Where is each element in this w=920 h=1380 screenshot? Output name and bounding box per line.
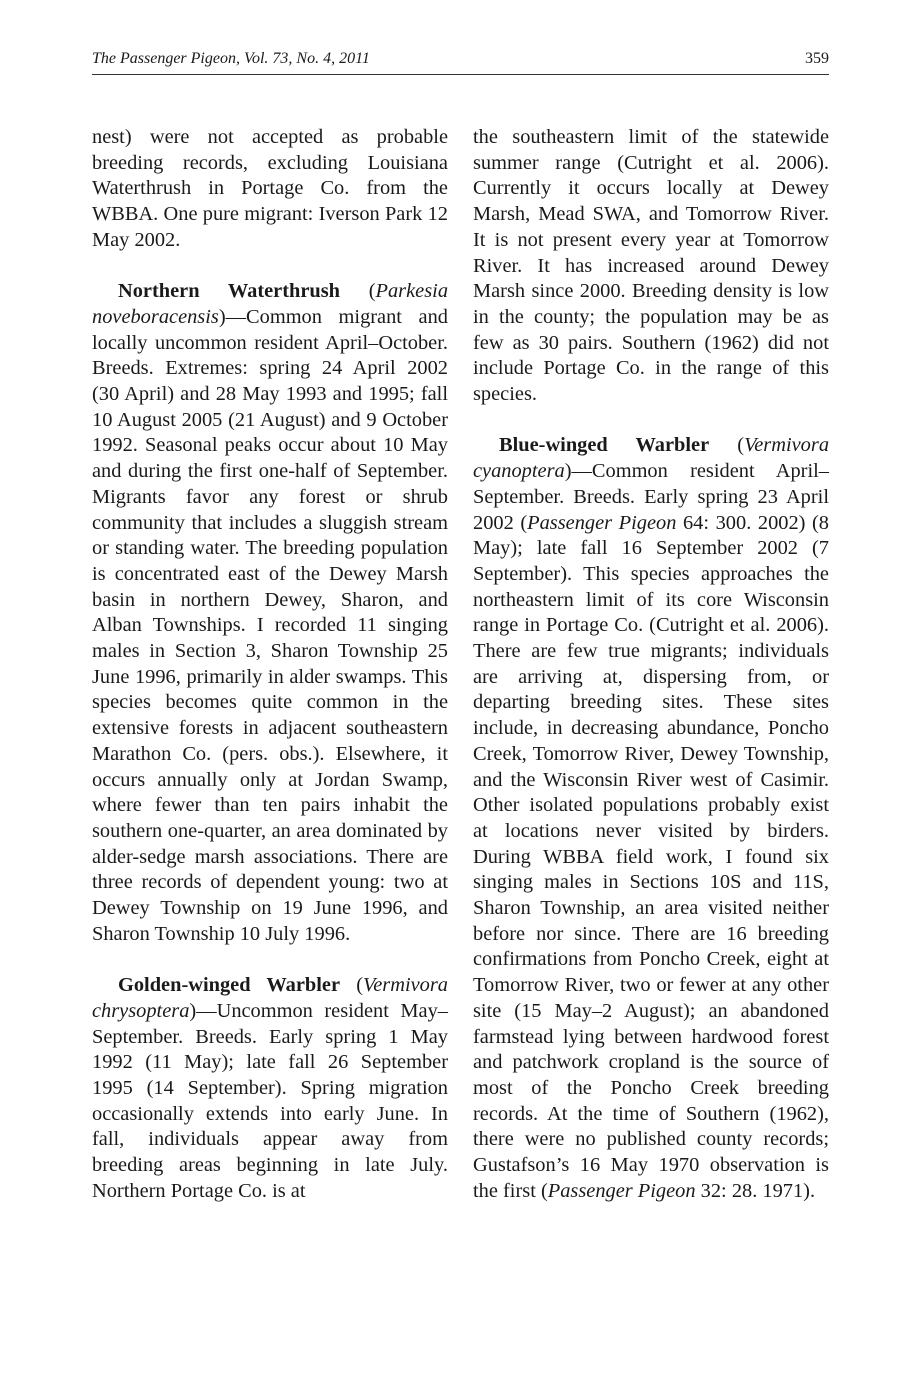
species-name: Golden-winged Warbler xyxy=(118,974,341,997)
species-text: )—Common migrant and locally uncommon resident April–October. Breeds. Extremes: spring 24 April 2002 (30 April) and 28 May 1993 and 1995; fall 10 August 2005 (21 August) and 9 October 1992. Seasonal peaks occur about 10 May and during the first one-half of September. Migrants favor any forest or shrub community that includes a sluggish stream or standing water. The breeding population is concentrated east of the Dewey Marsh basin in northern Dewey, Sharon, and Alban Townships. I recorded 11 singing males in Section 3, Sharon Township 25 June 1996, primarily in alder swamps. This species becomes quite common in the extensive forests in adjacent southeastern Marathon Co. (pers. obs.). Elsewhere, it occurs annually only at Jordan Swamp, where fewer than ten pairs inhabit the southern one-quarter, an area dominated by alder-sedge marsh associations. There are three records of dependent young: two at Dewey Township on 19 June 1996, and Sharon Township 10 July 1996. xyxy=(92,305,448,945)
journal-citation: The Passenger Pigeon, Vol. 73, No. 4, 2011 xyxy=(92,50,370,67)
paragraph-continuation: nest) were not accepted as probable breeding records, excluding Louisiana Waterthrush in Portage Co. from the WBBA. One pure migrant: Iverson Park 12 May 2002. xyxy=(92,126,448,251)
scientific-name: Vermivora cyanoptera xyxy=(473,434,830,483)
species-text: 32: 28. 1971). xyxy=(695,1179,816,1202)
paren-open: ( xyxy=(340,280,376,303)
journal-citation-inline: Passenger Pigeon xyxy=(527,511,677,534)
page-number: 359 xyxy=(805,50,829,67)
species-name: Blue-winged Warbler xyxy=(499,434,710,457)
journal-citation-inline: Passenger Pigeon xyxy=(547,1179,696,1202)
left-column xyxy=(92,125,448,1205)
species-name: Northern Waterthrush xyxy=(118,280,341,303)
scientific-name: Vermivora chrysoptera xyxy=(92,974,448,1022)
species-account-golden-winged-warbler xyxy=(92,973,448,1204)
species-account-blue-winged-warbler xyxy=(473,433,829,1204)
paragraph-continuation: the southeastern limit of the statewide summer range (Cutright et al. 2006). Currently it occurs locally at Dewey Marsh, Mead SWA, and Tomorrow River. It is not present every year at Tomorrow River. It has increased around Dewey Marsh since 2000. Breeding density is low in the county; the population may be as few as 30 pairs. Southern (1962) did not include Portage Co. in the range of this species. xyxy=(473,126,829,406)
right-column xyxy=(473,125,829,1205)
species-text: )—Uncommon resident May–September. Breeds. Early spring 1 May 1992 (11 May); late fall 26 September 1995 (14 September). Spring migration occasionally extends into early June. In fall, individuals appear away from breeding areas beginning in late July. Northern Portage Co. is at xyxy=(92,999,448,1202)
species-text: 64: 300. 2002) (8 May); late fall 16 September 2002 (7 September). This species approaches the northeastern limit of its core Wisconsin range in Portage Co. (Cutright et al. 2006). There are few true migrants; individuals are arriving at, dispersing from, or departing breeding sites. These sites include, in decreasing abundance, Poncho Creek, Tomorrow River, Dewey Township, and the Wisconsin River west of Casimir. Other isolated populations probably exist at locations never visited by birders. During WBBA field work, I found six singing males in Sections 10S and 11S, Sharon Township, an area visited neither before nor since. There are 16 breeding confirmations from Poncho Creek, eight at Tomorrow River, two or fewer at any other site (15 May–2 August); an abandoned farmstead lying between hardwood forest and patchwork cropland is the source of most of the Poncho Creek breeding records. At the time of Southern (1962), there were no published county records; Gustafson’s 16 May 1970 observation is the first ( xyxy=(473,511,829,1202)
paren-open: ( xyxy=(340,974,364,997)
species-text: )—Common resident April–September. Breeds. Early spring 23 April 2002 ( xyxy=(473,460,829,534)
scientific-name: Parkesia noveboracensis xyxy=(92,280,449,328)
paren-open: ( xyxy=(709,434,745,457)
species-account-northern-waterthrush xyxy=(92,279,448,947)
running-header xyxy=(92,50,829,75)
